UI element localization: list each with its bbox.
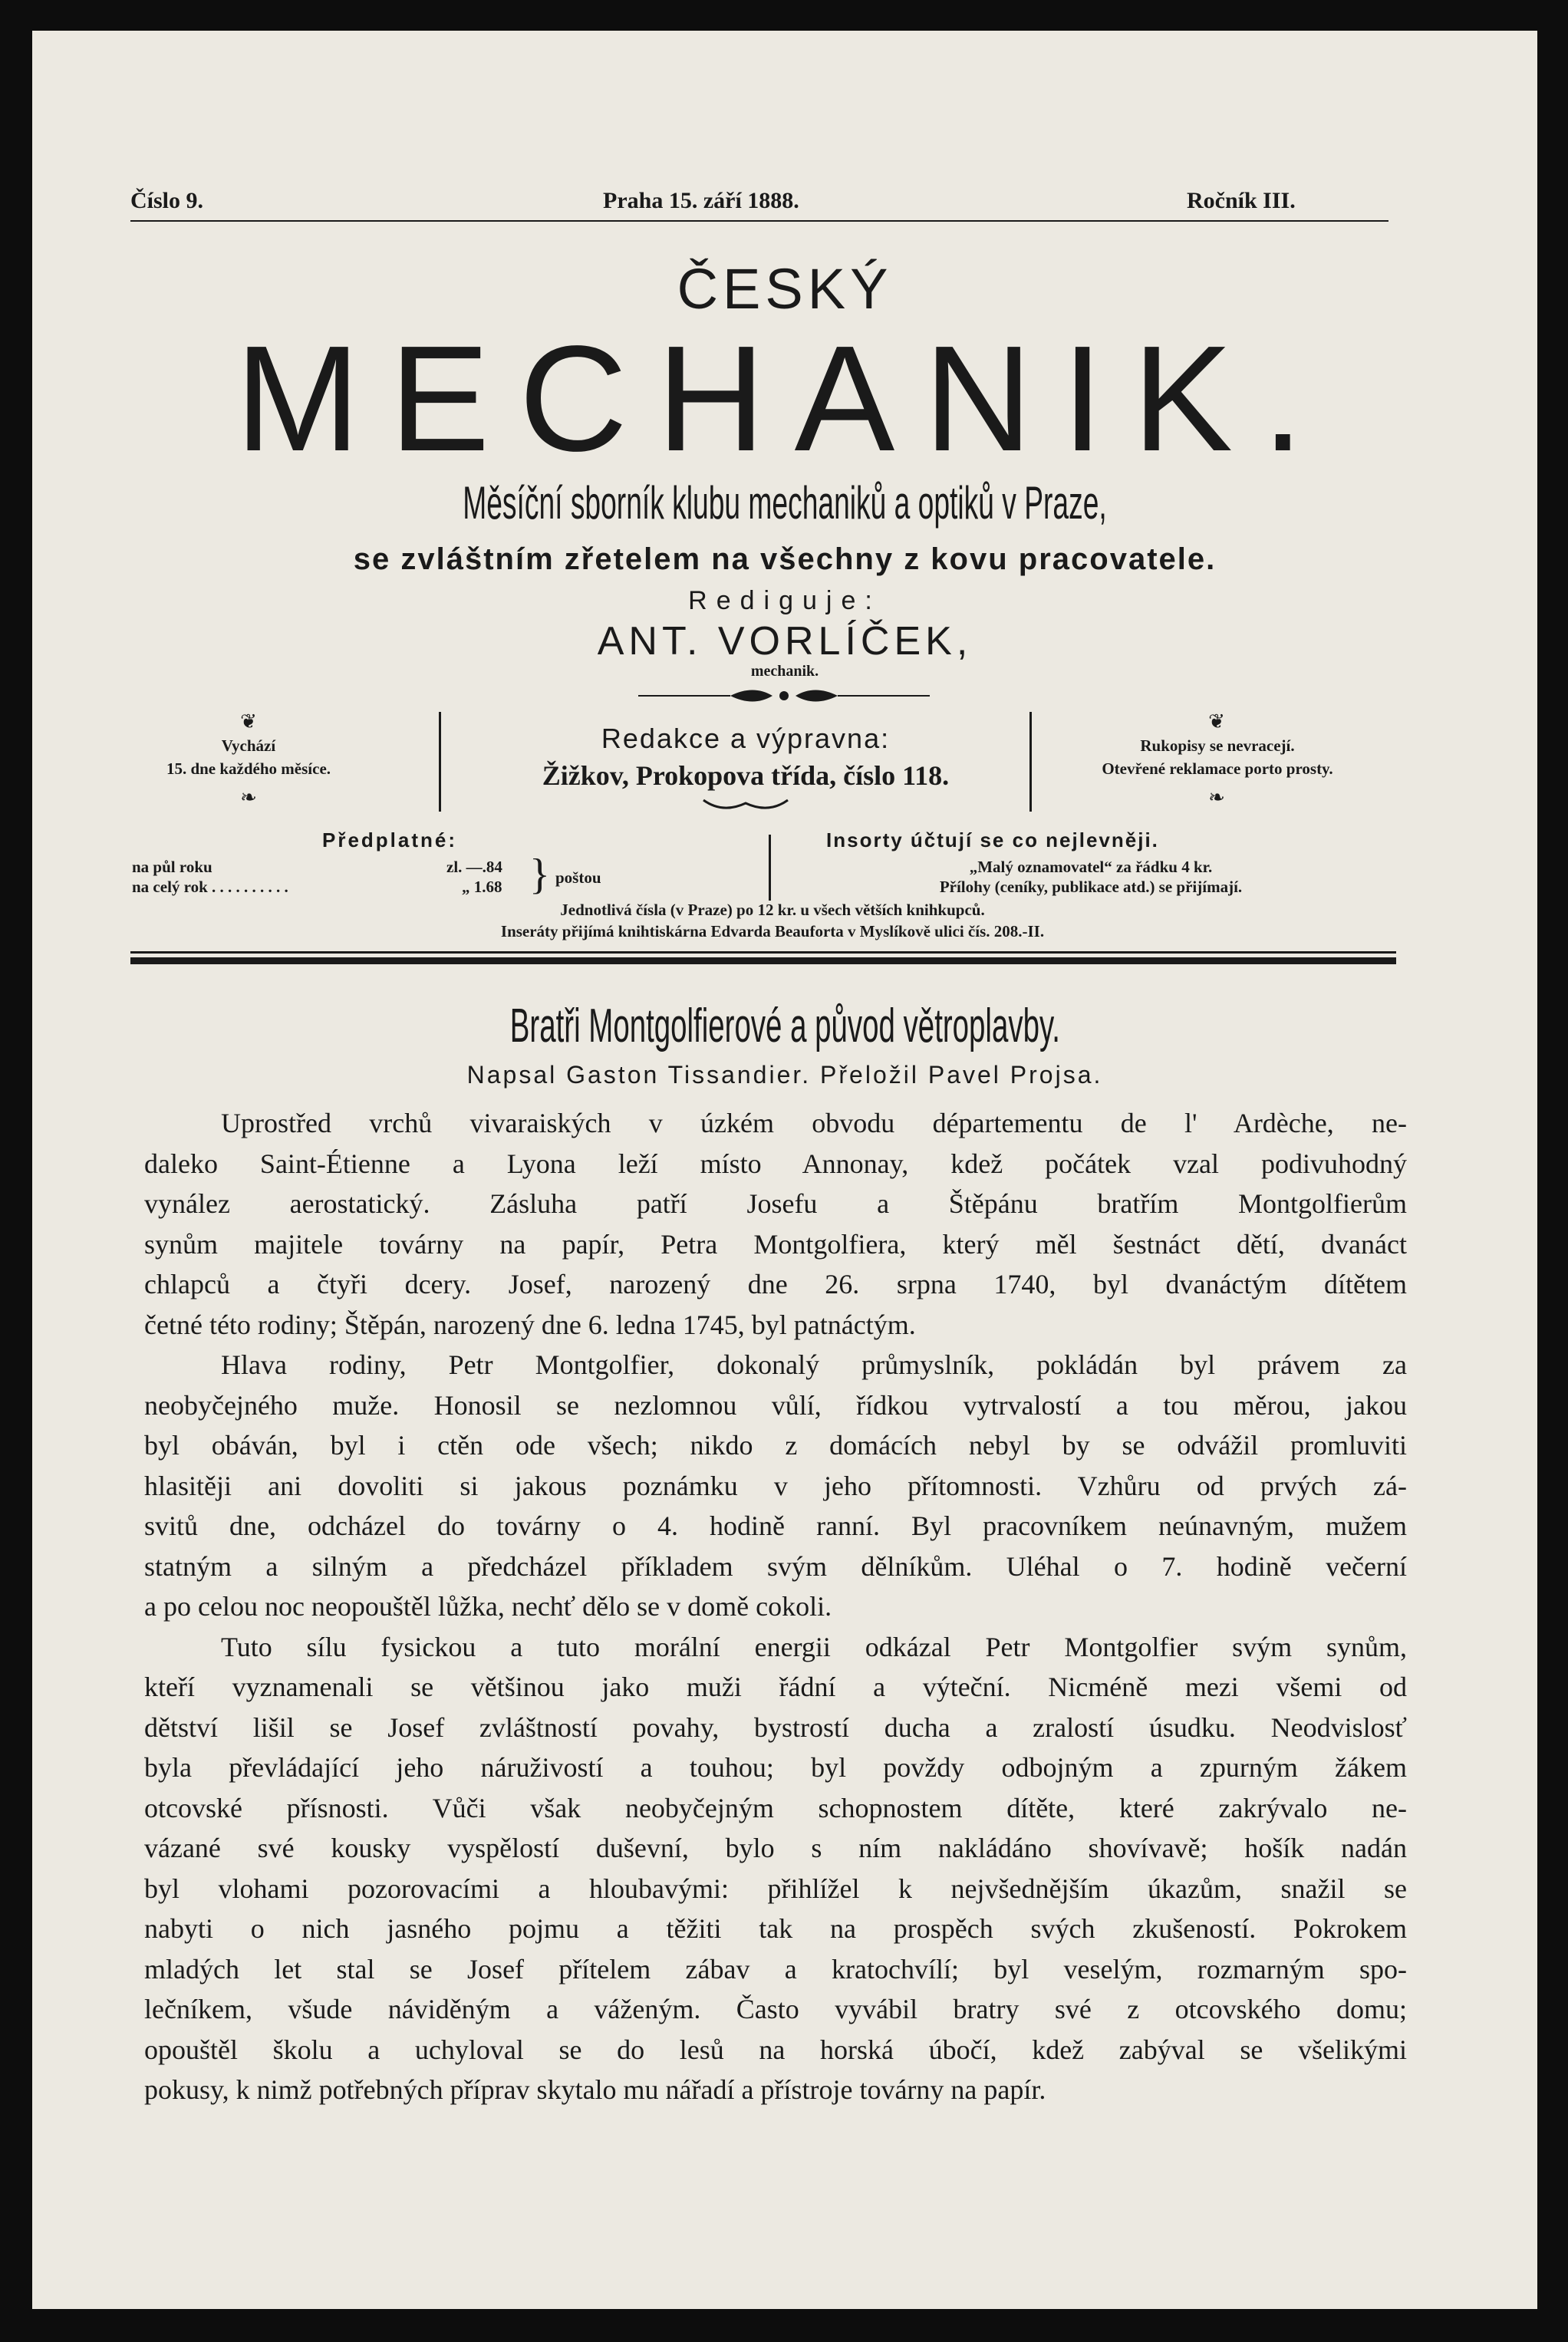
article-line: byl obáván, byl i ctěn ode všech; nikdo z domácích nebyl by se odvážil promluviti: [144, 1430, 1407, 1461]
article-line: opouštěl školu a uchyloval se do lesů na horská úbočí, kdež zabýval se všelikými: [144, 2034, 1407, 2065]
article-line: dětství lišil se Josef zvláštností povahy, bystrostí ducha a zralostí úsudku. Neodvislosť: [144, 1711, 1407, 1743]
newspaper-page: [32, 31, 1537, 2309]
article-line: chlapců a čtyři dcery. Josef, narozený dne 26. srpna 1740, byl dvanáctým dítětem: [144, 1269, 1407, 1299]
publication-label: Vychází: [221, 736, 276, 755]
article-line: byla převládající jeho náruživostí a touhou; byl povždy odbojným a zpurným žákem: [144, 1752, 1407, 1783]
article-line: neobyčejného muže. Honosil se nezlomnou vůlí, řídkou vytrvalostí a tou měrou, jakou: [144, 1389, 1407, 1421]
masthead-tagline: se zvláštním zřetelem na všechny z kovu pracovatele.: [353, 542, 1217, 576]
masthead-editor-role: mechanik.: [750, 663, 819, 680]
article-line: Hlava rodiny, Petr Montgolfier, dokonalý průmyslník, pokládán byl právem za: [221, 1349, 1407, 1380]
masthead-title: MECHANIK.: [235, 315, 1333, 483]
subscription-full-year-price: „ 1.68: [462, 878, 502, 896]
article-title: Bratři Montgolfierové a původ větroplavby.: [509, 1000, 1060, 1052]
article-line: četné této rodiny; Štěpán, narozený dne 6. ledna 1745, byl patnáctým.: [144, 1309, 916, 1340]
divider-line: [769, 835, 771, 901]
brace-icon: }: [529, 851, 550, 898]
subscription-postal: poštou: [555, 868, 601, 887]
masthead-rule-bottom: [130, 957, 1396, 964]
article-body: [144, 1103, 1407, 2110]
inserts-attachments: Přílohy (ceníky, publikace atd.) se přijímají.: [939, 878, 1243, 896]
masthead-subtitle: Měsíční sborník klubu mechaniků a optiků v Praze,: [463, 477, 1107, 529]
subscription-title: Předplatné:: [322, 828, 458, 851]
article-line: Tuto sílu fysickou a tuto morální energii odkázal Petr Montgolfier svým synům,: [221, 1631, 1407, 1662]
article-line: mladých let stal se Josef přítelem zábav a kratochvílí; byl veselým, rozmarným spo-: [144, 1953, 1407, 1985]
masthead-editor: ANT. VORLÍČEK,: [597, 619, 973, 664]
divider-line: [1029, 712, 1032, 812]
article-line: lečníkem, všude náviděným a váženým. Často vyvábil bratry své z otcovského domu;: [144, 1994, 1407, 2024]
article-line: vynález aerostatický. Zásluha patří Josefu a Štěpánu bratřím Montgolfierům: [144, 1188, 1407, 1219]
editorial-office-label: Redakce a výpravna:: [601, 723, 891, 754]
masthead-subtitle-wrap: [32, 473, 1537, 534]
article-line: hlasitěji ani dovoliti si jakous poznámku v jeho přítomnosti. Vzhůru od prvých zá-: [144, 1470, 1407, 1501]
article-line: a po celou noc neopouštěl lůžka, nechť dělo se v domě cokoli.: [144, 1591, 832, 1622]
article-paragraph: [144, 1345, 1407, 1627]
divider-line: [439, 712, 441, 812]
article-line: pokusy, k nimž potřebných příprav skytalo mu nářadí a přístroje továrny na papír.: [144, 2074, 1046, 2105]
article-paragraph: [144, 1103, 1407, 1345]
subscription-half-year-price: zl. —.84: [446, 858, 502, 876]
single-issue-price: Jednotlivá čísla (v Praze) po 12 kr. u všech větších knihkupců.: [560, 901, 985, 919]
article-line: nabyti o nich jasného pojmu a těžiti tak na prospěch svých zkušeností. Pokrokem: [144, 1913, 1407, 1944]
inserts-accepted-by: Inseráty přijímá knihtiskárna Edvarda Beauforta v Myslíkově ulici čís. 208.-II.: [500, 922, 1045, 940]
masthead-cesky: ČESKÝ: [677, 257, 893, 321]
masthead-rediguje: Rediguje:: [688, 586, 881, 615]
volume-number: Ročník III.: [1187, 188, 1296, 213]
manuscripts-note: Rukopisy se nevracejí.: [1140, 736, 1295, 755]
ornament-divider-icon: [638, 684, 930, 707]
article-line: synům majitele továrny na papír, Petra Montgolfiera, který měl šestnáct dětí, dvanáct: [144, 1228, 1407, 1260]
inserts-price: „Malý oznamovatel“ za řádku 4 kr.: [969, 858, 1213, 876]
inserts-title: Insorty účtují se co nejlevněji.: [826, 828, 1159, 851]
article-paragraph: [144, 1627, 1407, 2110]
header-rule: [130, 220, 1388, 222]
issue-date: Praha 15. září 1888.: [603, 188, 799, 213]
editorial-office-address: Žižkov, Prokopova třída, číslo 118.: [542, 760, 950, 791]
subscription-half-year-label: na půl roku: [132, 858, 212, 876]
flower-ornament-icon: ❦: [1208, 710, 1225, 733]
flower-ornament-icon: ❧: [240, 786, 257, 809]
complaints-note: Otevřené reklamace porto prosty.: [1102, 759, 1333, 778]
publication-frequency: 15. dne každého měsíce.: [166, 759, 331, 778]
article-line: kteří vyznamenali se většinou jako muži řádní a výteční. Nicméně mezi všemi od: [144, 1672, 1407, 1702]
article-line: byl vlohami pozorovacími a hloubavými: přihlížel k nejvšednějším úkazům, snažil se: [144, 1873, 1407, 1904]
masthead-rule-top: [130, 951, 1396, 954]
small-flourish-icon: [700, 794, 792, 814]
subscription-full-year-label: na celý rok . . . . . . . . . .: [132, 878, 288, 896]
article-byline: Napsal Gaston Tissandier. Přeložil Pavel Projsa.: [466, 1061, 1103, 1089]
article-line: vázané své kousky vyspělostí duševní, bylo s ním nakládáno shovívavě; hošík nadán: [144, 1833, 1407, 1863]
issue-number: Číslo 9.: [130, 188, 204, 213]
flower-ornament-icon: ❧: [1208, 786, 1225, 809]
article-line: Uprostřed vrchů vivaraiských v úzkém obvodu départementu de l' Ardèche, ne-: [221, 1108, 1407, 1138]
article-line: statným a silným a předcházel příkladem svým dělníkům. Uléhal o 7. hodině večerní: [144, 1550, 1407, 1582]
flower-ornament-icon: ❦: [240, 710, 257, 733]
article-line: svitů dne, odcházel do továrny o 4. hodině ranní. Byl pracovníkem neúnavným, mužem: [144, 1510, 1407, 1541]
article-line: otcovské přísnosti. Vůči však neobyčejným schopnostem dítěte, které zakrývalo ne-: [144, 1792, 1407, 1823]
article-line: daleko Saint-Étienne a Lyona leží místo Annonay, kdež počátek vzal podivuhodný: [144, 1148, 1407, 1179]
article-title-wrap: [32, 996, 1537, 1057]
